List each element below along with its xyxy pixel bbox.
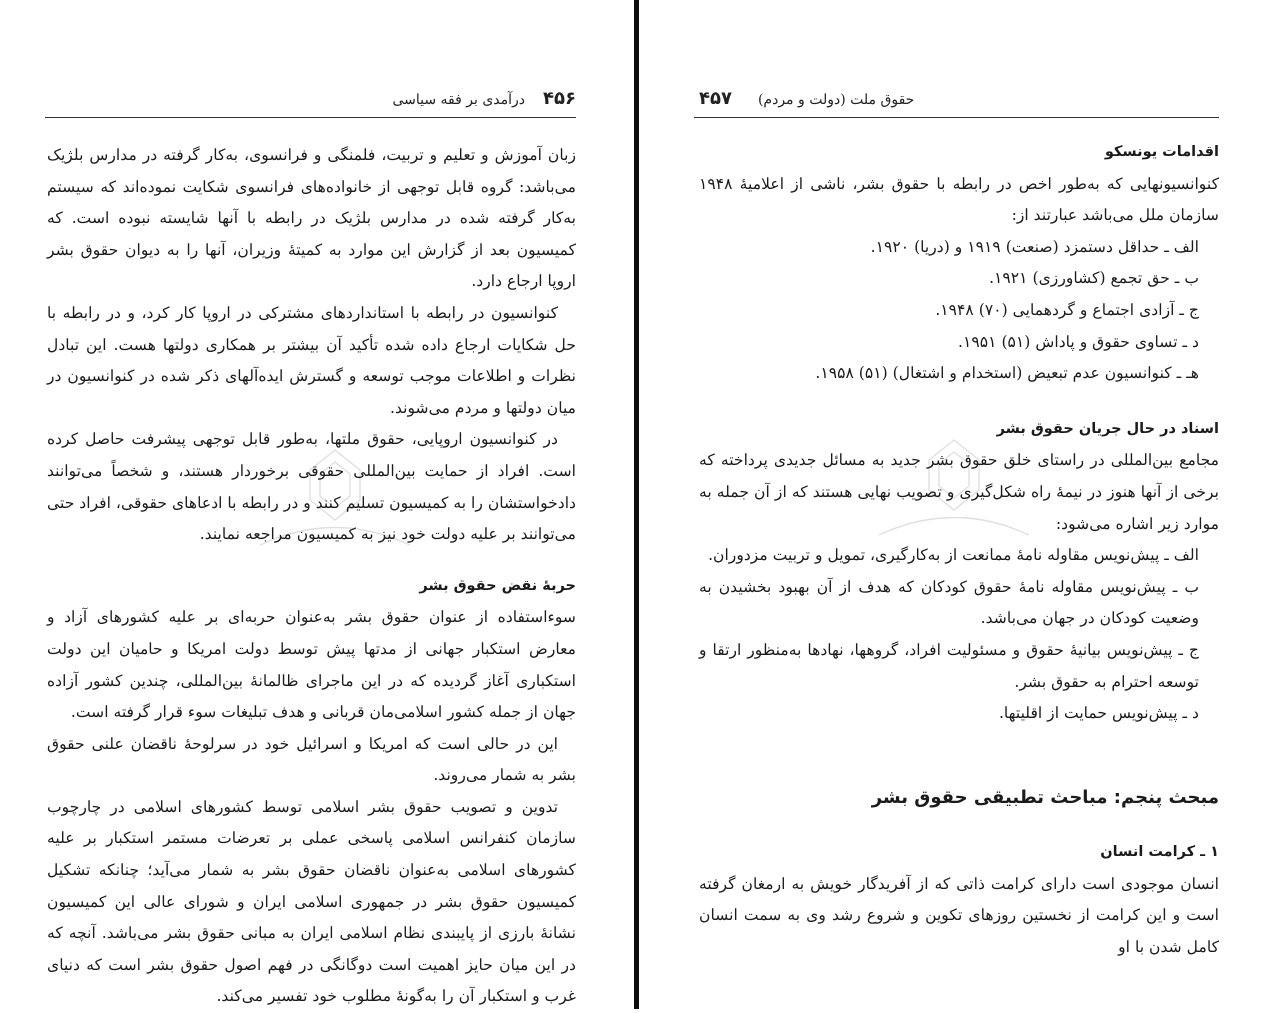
right-section-1-intro: کنوانسیونهایی که به‌طور اخص در رابطه با حقوق بشر، ناشی از اعلامیهٔ ۱۹۴۸ سازمان ملل می‌باشد عبارتند از:: [699, 174, 1219, 225]
right-subsection-heading: ۱ ـ کرامت انسان: [1100, 844, 1219, 861]
left-paragraph-4: سوءاستفاده از عنوان حقوق بشر به‌عنوان حربه‌ای بر علیه کشورهای آزاد و معارض استکبار جهانی از مدتها پیش توسط دولت امریکا و حامیان این دولت استکباری آغاز گردیده که در این ماجرای ظالمانهٔ بین‌المللی، چندین کشور آزاده جهان از جمله کشور اسلامی‌مان قربانی و هدف تبلیغات سوء قرار گرفته است.: [47, 608, 576, 722]
left-paragraph-6: تدوین و تصویب حقوق بشر اسلامی توسط کشورهای اسلامی در چارچوب سازمان کنفرانس اسلامی پاسخی عملی بر تعرضات مستمر استکبار بر علیه کشورهای اسلامی به‌عنوان ناقضان حقوق بشر به شمار می‌آید؛ چنانکه تشکیل کمیسیون حقوق بشر در جمهوری اسلامی ایران و شورای عالی این کمیسیون نشانهٔ بارزی از پایبندی نظام اسلامی ایران به مبانی حقوق بشر می‌باشد. آنچه که در این میان حایز اهمیت است دوگانگی در فهم اصول حقوق بشر است که دنیای غرب و استکبار آن را به‌گونهٔ مطلوب خود تفسیر می‌کند.: [47, 797, 576, 1006]
right-section-1-item: ج ـ آزادی اجتماع و گردهمایی (۷۰) ۱۹۴۸.: [935, 300, 1199, 319]
right-chapter-heading: مبحث پنجم: مباحث تطبیقی حقوق بشر: [871, 786, 1219, 808]
right-section-2-item: ب ـ پیش‌نویس مقاوله نامهٔ حقوق کودکان که هدف از آن بهبود بخشیدن به وضعیت کودکان در جهان می‌باشد.: [699, 577, 1199, 628]
right-section-1-item: ب ـ حق تجمع (کشاورزی) ۱۹۲۱.: [989, 269, 1199, 288]
right-section-2-item: ج ـ پیش‌نویس بیانیهٔ حقوق و مسئولیت افراد، گروهها، نهادها به‌منظور ارتقا و توسعه احترام به حقوق بشر.: [699, 640, 1199, 691]
left-paragraph-3: در کنوانسیون اروپایی، حقوق ملتها، به‌طور قابل توجهی پیشرفت حاصل کرده است. افراد از حمایت بین‌المللی حقوقی برخوردار هستند، و شخصاً می‌توانند دادخواستشان را به کمیسیون تسلیم کنند و در رابطه با ادعاهای حقوقی، افراد حتی می‌توانند بر علیه دولت خود نیز به کمیسیون مراجعه نمایند.: [47, 430, 576, 544]
right-section-1-item: هـ ـ کنوانسیون عدم تبعیض (استخدام و اشتغال) (۵۱) ۱۹۵۸.: [815, 364, 1199, 383]
left-header-rule: [45, 117, 576, 118]
right-section-2-intro: مجامع بین‌المللی در راستای خلق حقوق بشر جدید به مسائل جدیدی پرداخته که برخی از آنها هنوز در نیمهٔ راه شکل‌گیری و تصویب نهایی هستند که از آن جمله به موارد زیر اشاره می‌شود:: [699, 451, 1219, 533]
right-section-1-item: الف ـ حداقل دستمزد (صنعت) ۱۹۱۹ و (دریا) ۱۹۲۰.: [870, 237, 1199, 256]
right-page-number: ۴۵۷: [699, 88, 732, 109]
right-running-header: [699, 88, 1219, 114]
left-section-heading: حربهٔ نقض حقوق بشر: [419, 577, 576, 594]
right-section-1-item: د ـ تساوی حقوق و پاداش (۵۱) ۱۹۵۱.: [958, 332, 1199, 351]
left-paragraph-5: این در حالی است که امریکا و اسرائیل خود در سرلوحهٔ ناقضان علنی حقوق بشر به شمار می‌روند.: [47, 734, 576, 785]
right-header-rule: [694, 117, 1219, 118]
right-section-2-item: الف ـ پیش‌نویس مقاوله نامهٔ ممانعت از به‌کارگیری، تمویل و تربیت مزدوران.: [708, 546, 1199, 565]
left-page-number: ۴۵۶: [543, 88, 576, 109]
left-paragraph-2: کنوانسیون در رابطه با استانداردهای مشترکی در اروپا کار کرد، و در رابطه با حل شکایات ارجاع داده شده تأکید آن بیشتر بر همکاری دولتها هست. این تبادل نظرات و اطلاعات موجب توسعه و گسترش ایده‌آلهای ذکر شده در کنوانسیون در میان دولتها و مردم می‌شوند.: [47, 303, 576, 417]
right-section-2-item: د ـ پیش‌نویس حمایت از اقلیتها.: [998, 704, 1199, 723]
left-paragraph-1: زبان آموزش و تعلیم و تربیت، فلمنگی و فرانسوی، به‌کار گرفته در مدارس بلژیک می‌باشد: گروه قابل توجهی از خانواده‌های فرانسوی شکایت نموده‌اند که سیستم به‌کار گرفته شده در مدارس بلژیک در رابطه با آنها شایسته نبوده است. که کمیسیون بعد از گزارش این موارد به کمیتهٔ وزیران، آنها را به دیوان حقوق بشر اروپا ارجاع دارد.: [47, 146, 576, 291]
right-page-body: [699, 137, 1219, 964]
right-running-head-title: حقوق ملت (دولت و مردم): [757, 92, 915, 108]
right-page: [639, 0, 1274, 1009]
left-running-head-title: درآمدی بر فقه سیاسی: [392, 92, 526, 108]
right-section-1-heading: اقدامات یونسکو: [1104, 144, 1219, 160]
left-page: [0, 0, 634, 1009]
right-subsection-paragraph: انسان موجودی است دارای کرامت ذاتی که از آفریدگار خویش به ارمغان گرفته است و این کرامت از نخستین روزهای تکوین و شروع رشد وی به سمت انسان کامل شدن با او: [699, 874, 1219, 957]
left-running-header: [45, 88, 576, 114]
right-section-2-heading: اسناد در حال جریان حقوق بشر: [996, 420, 1219, 437]
left-page-body: [47, 140, 576, 1013]
